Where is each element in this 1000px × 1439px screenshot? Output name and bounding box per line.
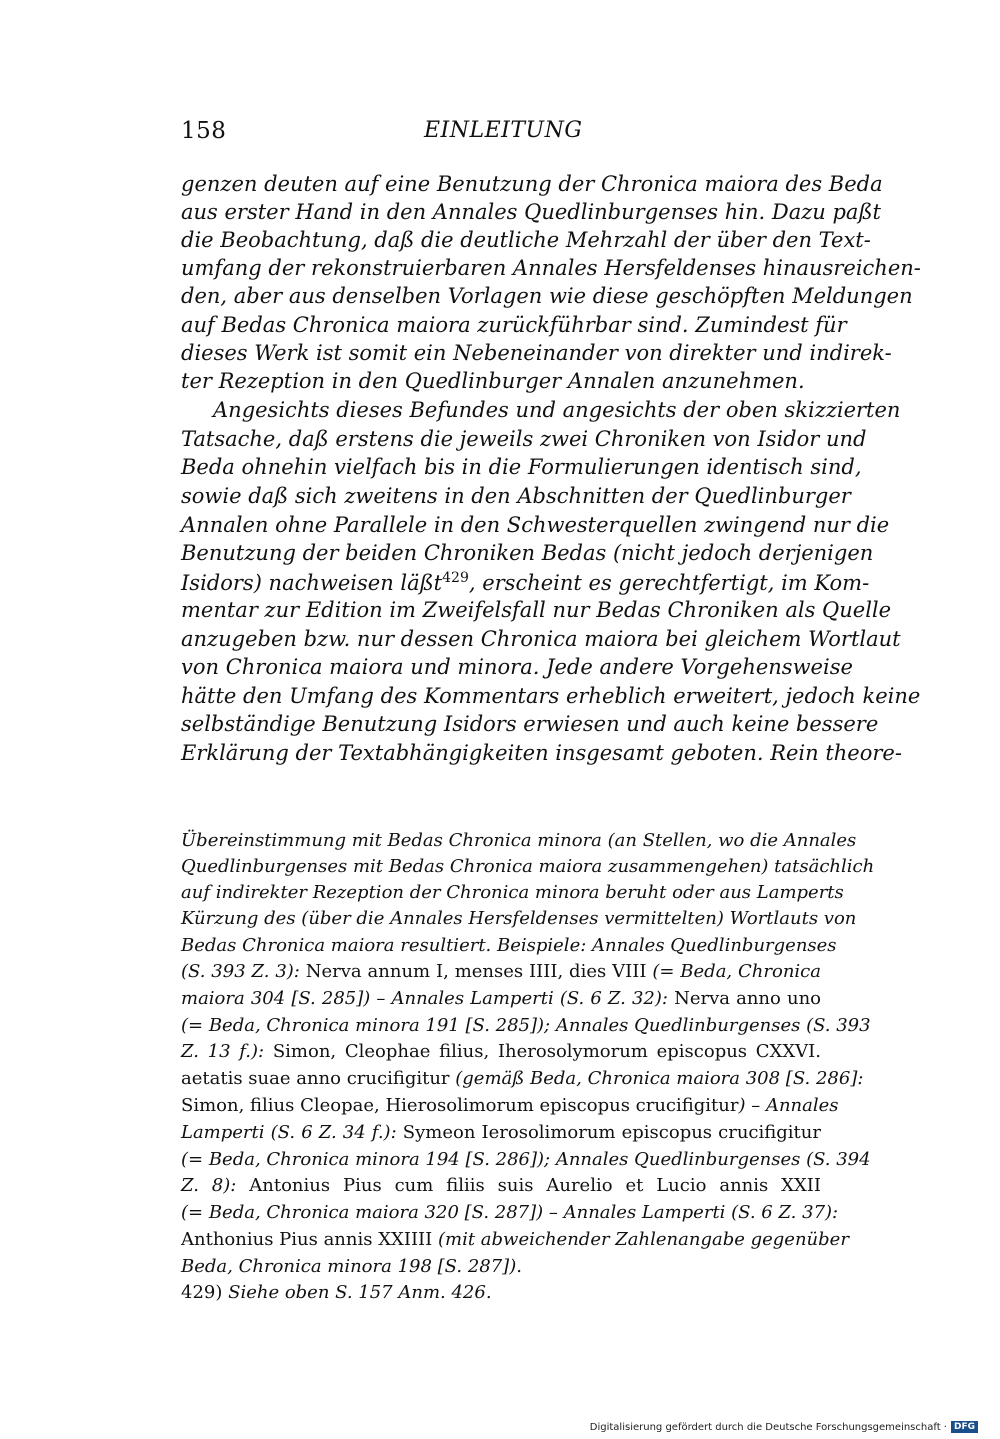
footnote-line (181, 1282, 492, 1303)
body-line: aus erster Hand in den Annales Quedlinburgenses hin. Dazu paßt (181, 200, 881, 224)
footnote-line (181, 1175, 821, 1196)
footnote-line (181, 1095, 839, 1116)
footnote-number: 429) (181, 1282, 223, 1303)
footnote-line: (= Beda, Chronica minora 194 [S. 286]); Annales Quedlinburgenses (S. 394 (181, 1149, 871, 1170)
quote-text: Symeon Ierosolimorum episcopus crucifigitur (396, 1122, 821, 1143)
citation: (gemäß Beda, Chronica maiora 308 [S. 286]: (455, 1068, 864, 1089)
page-number: 158 (181, 118, 227, 144)
citation: Z. 13 f.): (181, 1041, 265, 1062)
digitization-note: Digitalisierung gefördert durch die Deutsche Forschungsgemeinschaft · (589, 1421, 947, 1433)
footnote-line: (= Beda, Chronica minora 191 [S. 285]); Annales Quedlinburgenses (S. 393 (181, 1015, 871, 1036)
body-line: die Beobachtung, daß die deutliche Mehrzahl der über den Text- (181, 228, 871, 252)
body-line: Erklärung der Textabhängigkeiten insgesamt geboten. Rein theore- (181, 741, 902, 765)
line-text: , erscheint es gerechtfertigt, im Kom- (468, 571, 870, 595)
footnote-line: Kürzung des (über die Annales Hersfeldenses vermittelten) Wortlauts von (181, 908, 857, 929)
body-line: auf Bedas Chronica maiora zurückführbar sind. Zumindest für (181, 313, 847, 337)
footnote-line: Bedas Chronica maiora resultiert. Beispiele: Annales Quedlinburgenses (181, 935, 837, 956)
citation: (= Beda, Chronica (652, 961, 821, 982)
body-line: sowie daß sich zweitens in den Abschnitten der Quedlinburger (181, 484, 851, 508)
citation: (S. 393 Z. 3): (181, 961, 300, 982)
dfg-logo: DFG (951, 1421, 978, 1433)
footnote-line: Übereinstimmung mit Bedas Chronica minora (an Stellen, wo die Annales (181, 830, 857, 851)
footnote-line: Quedlinburgenses mit Bedas Chronica maiora zusammengehen) tatsächlich (181, 856, 875, 877)
running-head: EINLEITUNG (424, 118, 583, 143)
body-line: Tatsache, daß erstens die jeweils zwei Chroniken von Isidor und (181, 427, 867, 451)
body-line: von Chronica maiora und minora. Jede andere Vorgehensweise (181, 655, 853, 679)
footnote-line (181, 1122, 821, 1143)
body-line: genzen deuten auf eine Benutzung der Chronica maiora des Beda (181, 172, 883, 196)
footnote-line (181, 988, 821, 1009)
footnote-line: (= Beda, Chronica maiora 320 [S. 287]) – Annales Lamperti (S. 6 Z. 37): (181, 1202, 839, 1223)
quote-text: Nerva anno uno (667, 988, 822, 1009)
footnote-line (181, 1068, 864, 1089)
body-line: Benutzung der beiden Chroniken Bedas (nicht jedoch derjenigen (181, 541, 874, 565)
body-line: dieses Werk ist somit ein Nebeneinander von direkter und indirek- (181, 341, 892, 365)
footnote-line (181, 1041, 821, 1062)
footnote-line (181, 961, 821, 982)
footnote-line (181, 1229, 849, 1250)
footnote-line: auf indirekter Rezeption der Chronica minora beruht oder aus Lamperts (181, 882, 844, 903)
quote-text: Nerva annum I, menses IIII, dies VIII (299, 961, 653, 982)
body-line: mentar zur Edition im Zweifelsfall nur Bedas Chroniken als Quelle (181, 598, 892, 622)
body-line: anzugeben bzw. nur dessen Chronica maiora bei gleichem Wortlaut (181, 627, 901, 651)
footnote-reference: 429 (442, 570, 469, 586)
citation: maiora 304 [S. 285]) – Annales Lamperti (S. 6 Z. 32): (181, 988, 668, 1009)
footnote-line: Beda, Chronica minora 198 [S. 287]). (181, 1256, 522, 1277)
body-line (181, 570, 870, 595)
body-line: hätte den Umfang des Kommentars erheblich erweitert, jedoch keine (181, 684, 921, 708)
body-line: umfang der rekonstruierbaren Annales Hersfeldenses hinausreichen- (181, 256, 921, 280)
quote-text: Simon, Cleophae filius, Iherosolymorum episcopus CXXVI. (264, 1041, 821, 1062)
quote-text: aetatis suae anno crucifigitur (181, 1068, 456, 1089)
quote-text: Anthonius Pius annis XXIIII (181, 1229, 433, 1250)
citation: ) – Annales (738, 1095, 839, 1116)
body-line: Angesichts dieses Befundes und angesichts der oben skizzierten (213, 398, 901, 422)
body-line: den, aber aus denselben Vorlagen wie diese geschöpften Meldungen (181, 284, 913, 308)
body-line: selbständige Benutzung Isidors erwiesen und auch keine bessere (181, 712, 879, 736)
citation: Z. 8): (181, 1175, 237, 1196)
body-line: Beda ohnehin vielfach bis in die Formulierungen identisch sind, (181, 455, 862, 479)
digitization-credit (590, 1421, 978, 1433)
citation: Siehe oben S. 157 Anm. 426. (222, 1282, 492, 1303)
citation: (mit abweichender Zahlenangabe gegenüber (432, 1229, 849, 1250)
quote-text: Simon, filius Cleopae, Hierosolimorum episcopus crucifigitur (181, 1095, 739, 1116)
body-line: Annalen ohne Parallele in den Schwesterquellen zwingend nur die (181, 513, 890, 537)
body-line: ter Rezeption in den Quedlinburger Annalen anzunehmen. (181, 369, 805, 393)
citation: Lamperti (S. 6 Z. 34 f.): (181, 1122, 397, 1143)
line-text: Isidors) nachweisen läßt (181, 571, 443, 595)
quote-text: Antonius Pius cum filiis suis Aurelio et Lucio annis XXII (236, 1175, 821, 1196)
